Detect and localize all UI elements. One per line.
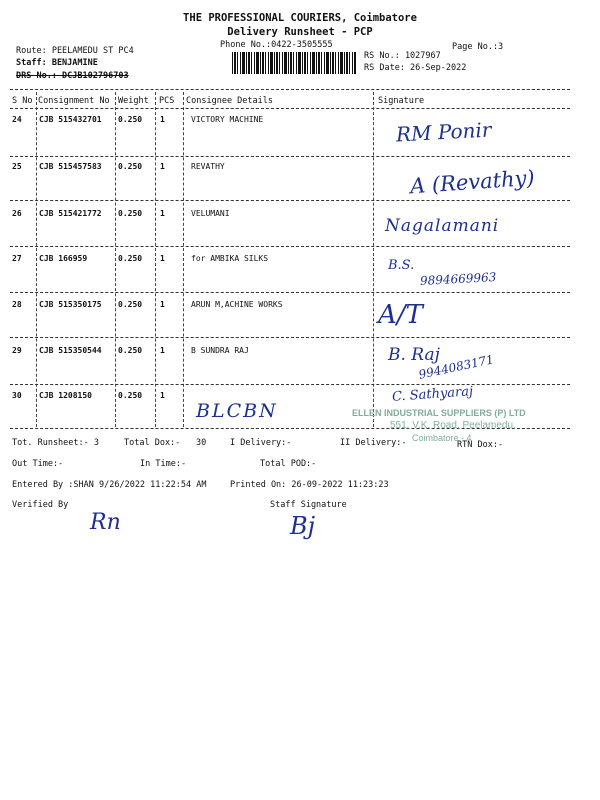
staff-label: Staff: BENJAMINE: [16, 58, 98, 68]
signature-row-25: A (Revathy): [409, 165, 536, 199]
total-dox-value: 30: [196, 438, 207, 448]
col-signature: Signature: [378, 96, 425, 106]
row-weight: 0.250: [118, 346, 143, 355]
col-divider: [36, 92, 37, 427]
row-consignee: B SUNDRA RAJ: [191, 346, 249, 355]
row-consignment: CJB 515457583: [39, 162, 102, 171]
col-pcs: PCS: [159, 96, 175, 106]
row-rule: [10, 200, 570, 201]
row-consignee: for AMBIKA SILKS: [191, 254, 269, 263]
in-time: In Time:-: [140, 459, 187, 469]
row-rule: [10, 337, 570, 338]
row-rule: [10, 246, 570, 247]
row-consignment: CJB 515350544: [39, 346, 102, 355]
row-pcs: 1: [160, 346, 165, 355]
row-sno: 29: [12, 346, 22, 355]
printed-on: Printed On: 26-09-2022 11:23:23: [230, 480, 389, 490]
col-divider: [183, 92, 184, 427]
row-weight: 0.250: [118, 115, 143, 124]
row-rule: [10, 384, 570, 385]
row-sno: 25: [12, 162, 22, 171]
ii-delivery: II Delivery:-: [340, 438, 407, 448]
row-rule: [10, 156, 570, 157]
row-rule: [10, 292, 570, 293]
total-runsheet: Tot. Runsheet:- 3: [12, 438, 99, 448]
row-weight: 0.250: [118, 391, 143, 400]
phone-number: Phone No.:0422-3505555: [220, 40, 333, 50]
row-consignee: REVATHY: [191, 162, 225, 171]
signature-row-29: B. Raj: [388, 345, 440, 365]
col-consignee: Consignee Details: [186, 96, 273, 106]
row-consignment: CJB 515350175: [39, 300, 102, 309]
col-divider: [155, 92, 156, 427]
header-rule-bottom: [10, 108, 570, 109]
row-consignee: ARUN M,ACHINE WORKS: [191, 300, 283, 309]
row-weight: 0.250: [118, 254, 143, 263]
row-sno: 26: [12, 209, 22, 218]
staff-signature-label: Staff Signature: [270, 500, 347, 510]
col-divider: [373, 92, 374, 427]
barcode-image: [232, 52, 356, 74]
row-weight: 0.250: [118, 209, 143, 218]
runsheet-title: Delivery Runsheet - PCP: [227, 26, 373, 38]
row-sno: 30: [12, 391, 22, 400]
col-sno: S No: [12, 96, 33, 106]
rs-number: RS No.: 1027967: [364, 51, 441, 61]
signature-row-24: RM Ponir: [395, 117, 492, 147]
company-stamp-city: Coimbatore - 4: [412, 433, 472, 443]
verified-by-label: Verified By: [12, 500, 69, 510]
row-consignee: VICTORY MACHINE: [191, 115, 264, 124]
row-pcs: 1: [160, 254, 165, 263]
row-consignment: CJB 1208150: [39, 391, 92, 400]
phone-row-29: 9944083171: [417, 352, 495, 382]
drs-number: DRS No.: DCJB102796703: [16, 71, 129, 81]
entered-by: Entered By :SHAN 9/26/2022 11:22:54 AM: [12, 480, 207, 490]
row-consignee: VELUMANI: [191, 209, 230, 218]
verified-by-signature: Rn: [90, 510, 121, 535]
company-title: THE PROFESSIONAL COURIERS, Coimbatore: [183, 12, 417, 24]
row-weight: 0.250: [118, 162, 143, 171]
total-dox-label: Total Dox:-: [124, 438, 181, 448]
header-rule-top: [10, 89, 570, 90]
signature-row-26: Nagalamani: [385, 216, 500, 236]
row-pcs: 1: [160, 162, 165, 171]
row-consignment: CJB 515432701: [39, 115, 102, 124]
row-pcs: 1: [160, 391, 165, 400]
row-pcs: 1: [160, 115, 165, 124]
row-weight: 0.250: [118, 300, 143, 309]
signature-row-30: C. Sathyaraj: [391, 384, 474, 405]
signature-row-27: B.S.: [388, 258, 415, 273]
company-stamp-name: ELLEN INDUSTRIAL SUPPLIERS (P) LTD: [352, 408, 526, 418]
rs-date: RS Date: 26-Sep-2022: [364, 63, 467, 73]
row-sno: 27: [12, 254, 22, 263]
col-divider: [115, 92, 116, 427]
row-consignment: CJB 515421772: [39, 209, 102, 218]
company-stamp-address: 551, V.K. Road, Peelamedu,: [390, 420, 516, 431]
row-consignment: CJB 166959: [39, 254, 88, 263]
signature-row-30-name: BLCBN: [196, 400, 278, 422]
row-sno: 24: [12, 115, 22, 124]
row-sno: 28: [12, 300, 22, 309]
total-pod: Total POD:-: [260, 459, 317, 469]
rtn-dox: RTN Dox:-: [457, 440, 504, 450]
out-time: Out Time:-: [12, 459, 64, 469]
phone-row-27: 9894669963: [419, 270, 497, 288]
row-pcs: 1: [160, 300, 165, 309]
col-weight: Weight: [118, 96, 149, 106]
signature-row-28: A/T: [378, 300, 423, 330]
row-pcs: 1: [160, 209, 165, 218]
page-number: Page No.:3: [452, 42, 504, 52]
route-label: Route: PEELAMEDU ST PC4: [16, 46, 134, 56]
i-delivery: I Delivery:-: [230, 438, 292, 448]
staff-signature-mark: Bj: [290, 512, 316, 540]
col-consignment: Consignment No: [38, 96, 110, 106]
